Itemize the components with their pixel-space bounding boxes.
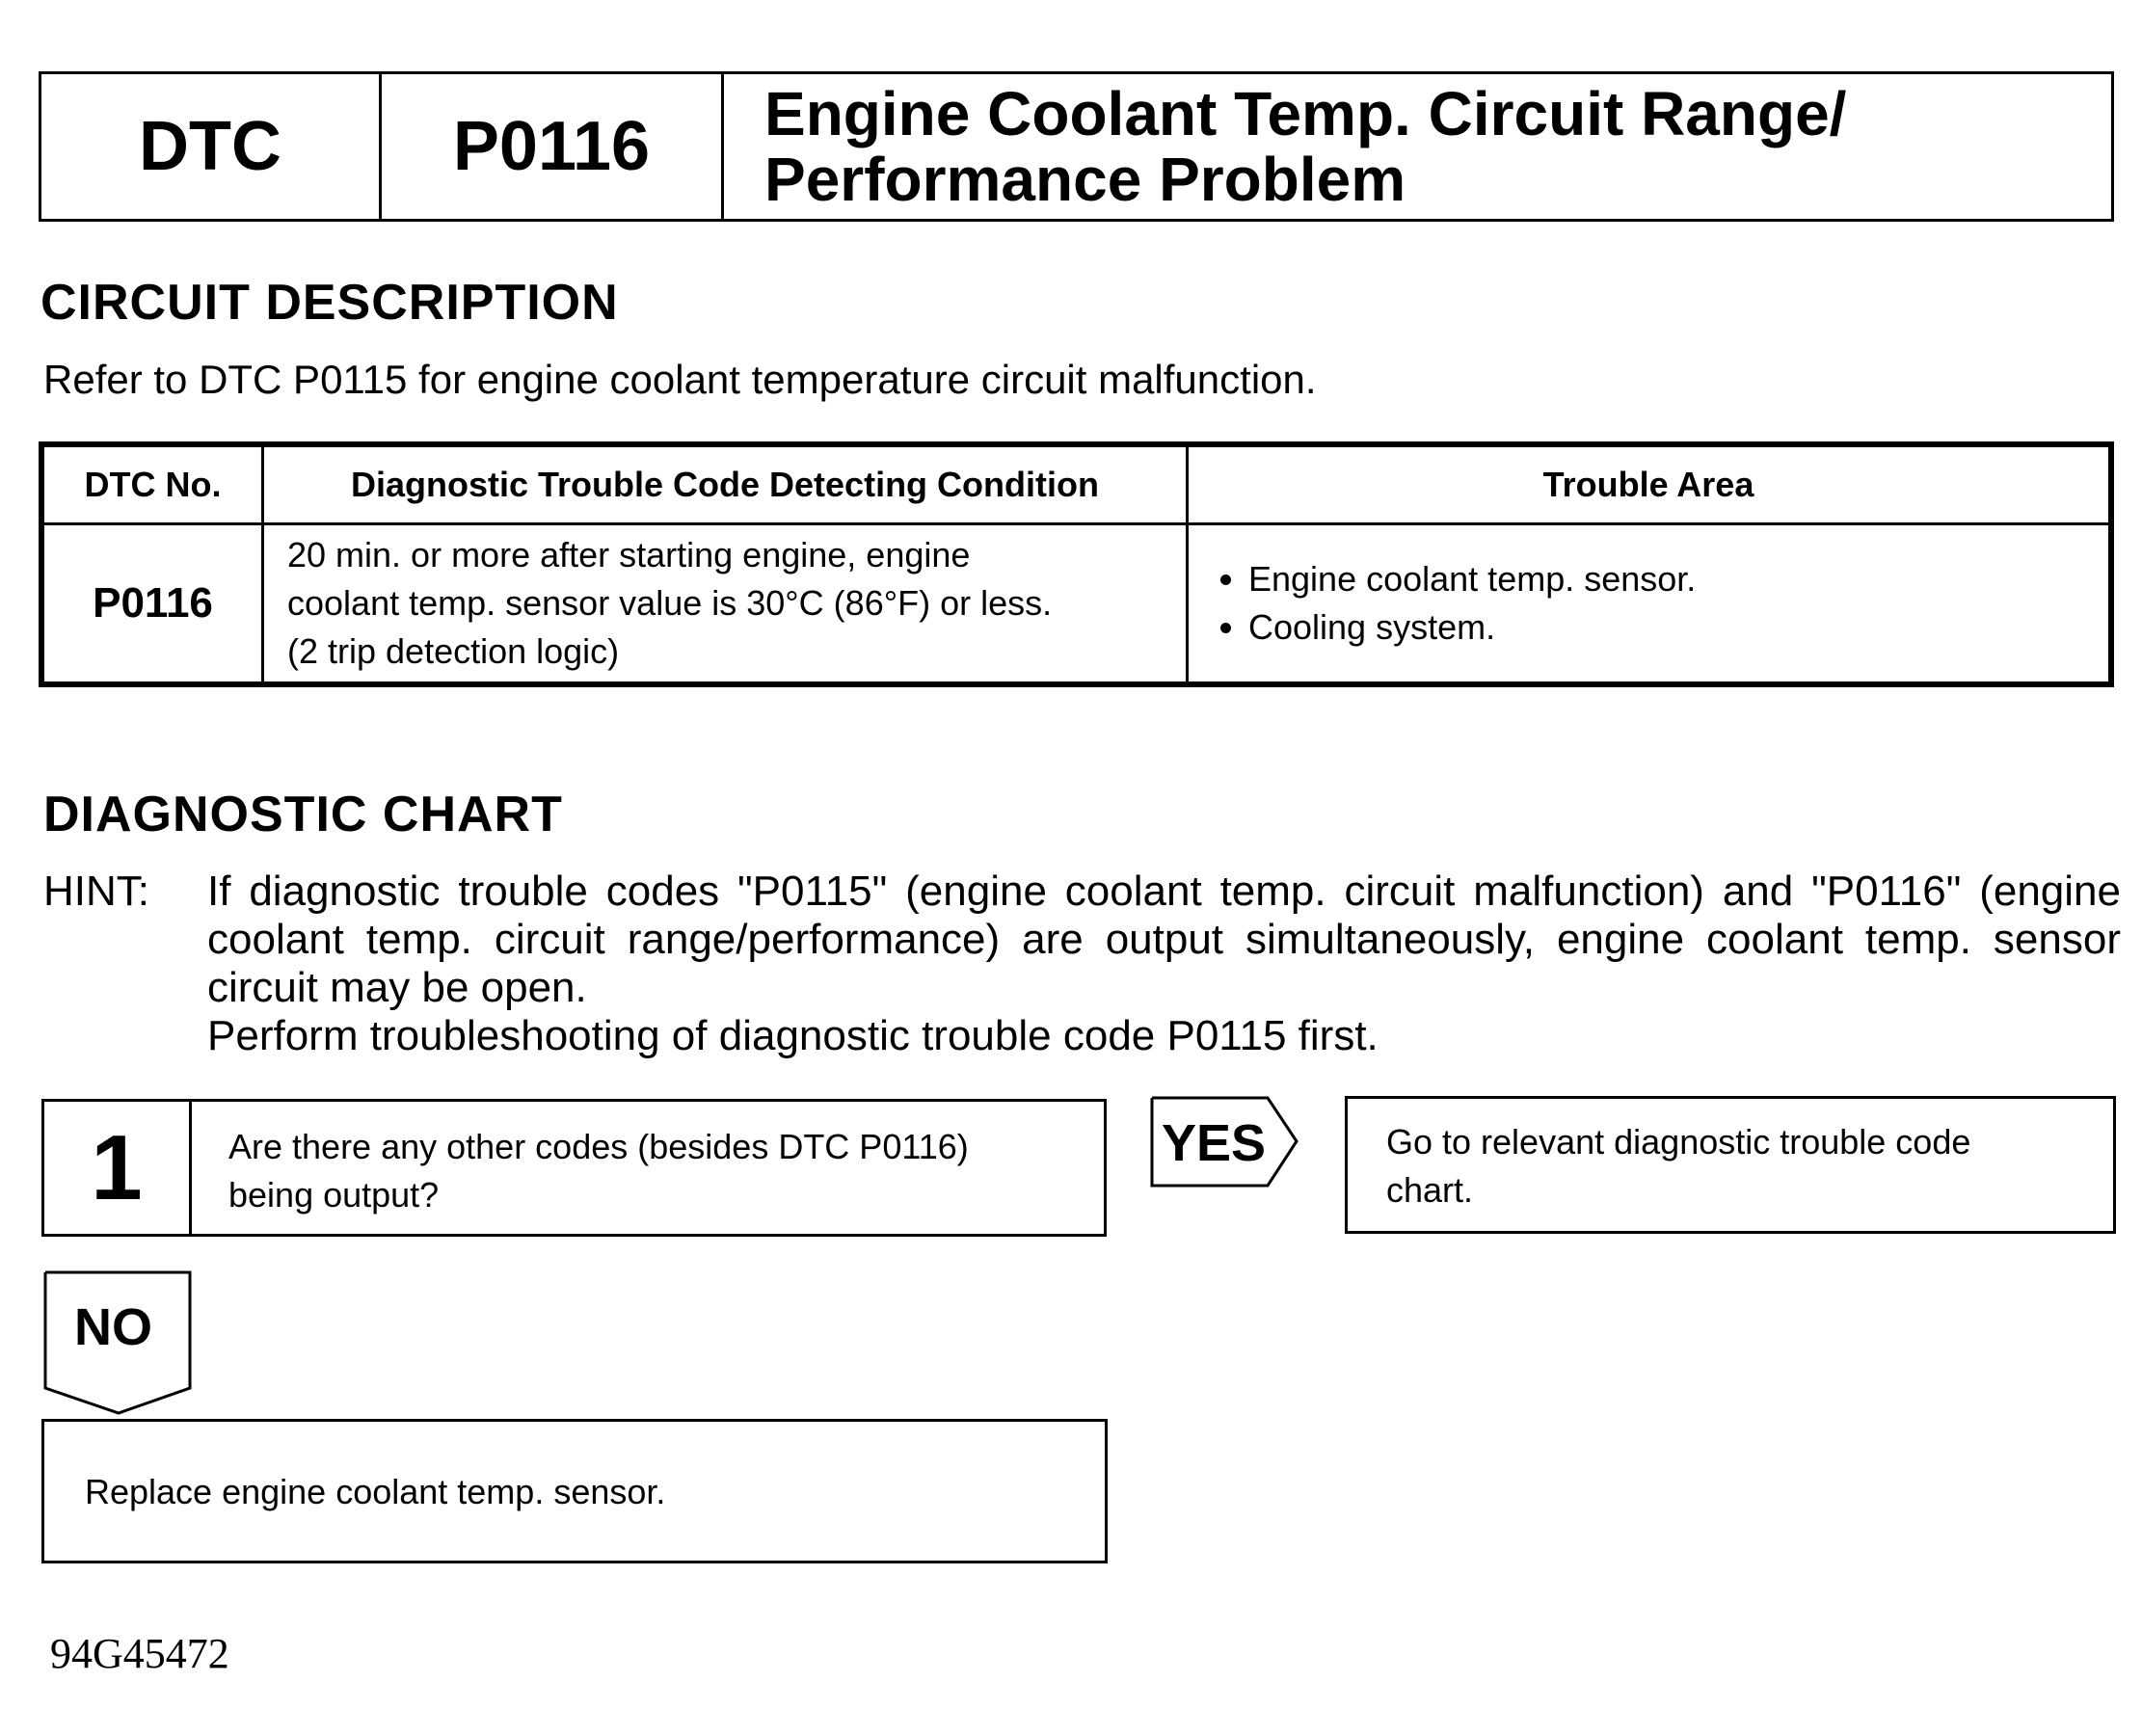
hint-text-second: Perform troubleshooting of diagnostic trouble code P0115 first. — [207, 1012, 1379, 1059]
step-question-line: Are there any other codes (besides DTC P0116) — [228, 1127, 969, 1166]
page-title — [724, 74, 2111, 219]
hint-block — [43, 868, 2121, 1060]
column-header-trouble-area: Trouble Area — [1188, 446, 2110, 524]
dtc-header-table — [39, 71, 2114, 222]
dtc-code-cell: P0116 — [43, 524, 263, 683]
table-header-row — [43, 446, 2110, 524]
yes-arrow — [1150, 1096, 1299, 1188]
yes-result-line: chart. — [1386, 1170, 1474, 1210]
step-question-line: being output? — [228, 1175, 440, 1215]
trouble-area-list — [1212, 555, 2107, 652]
table-row — [43, 524, 2110, 683]
title-line-1: Engine Coolant Temp. Circuit Range/ — [764, 79, 1847, 148]
figure-code: 94G45472 — [50, 1630, 229, 1677]
dtc-condition-table — [39, 441, 2114, 687]
yes-result-box — [1345, 1096, 2116, 1234]
hint-label: HINT: — [43, 868, 149, 915]
column-header-dtc-no: DTC No. — [43, 446, 263, 524]
circuit-description-text: Refer to DTC P0115 for engine coolant temperature circuit malfunction. — [43, 357, 1317, 402]
yes-result-line: Go to relevant diagnostic trouble code — [1386, 1122, 1971, 1162]
diagnostic-chart-heading: DIAGNOSTIC CHART — [43, 787, 563, 842]
condition-line: coolant temp. sensor value is 30°C (86°F) or less. — [287, 583, 1053, 623]
condition-cell — [263, 524, 1188, 683]
column-header-condition: Diagnostic Trouble Code Detecting Condition — [263, 446, 1188, 524]
list-item: • Cooling system. — [1248, 603, 2107, 652]
list-item: • Engine coolant temp. sensor. — [1248, 555, 2107, 603]
header-dtc-code: P0116 — [382, 74, 724, 219]
no-result-box — [41, 1419, 1108, 1563]
title-line-2: Performance Problem — [764, 145, 1406, 214]
no-arrow — [43, 1270, 193, 1415]
hint-body — [207, 868, 2121, 1060]
trouble-area-cell — [1188, 524, 2110, 683]
header-dtc-label: DTC — [41, 74, 382, 219]
step-number: 1 — [44, 1102, 192, 1234]
yes-label: YES — [1162, 1113, 1267, 1172]
step-question — [192, 1102, 1104, 1234]
no-result-text: Replace engine coolant temp. sensor. — [85, 1472, 666, 1511]
step-1-box — [41, 1099, 1107, 1237]
no-label: NO — [74, 1298, 152, 1356]
hint-text: If diagnostic trouble codes "P0115" (engine coolant temp. circuit malfunction) and "P0116" (engine coolant temp. circuit range/performance) are output simultaneously, engine coolant temp. sensor circuit may be open. — [207, 868, 2121, 1011]
circuit-description-heading: CIRCUIT DESCRIPTION — [40, 275, 619, 331]
condition-line: (2 trip detection logic) — [287, 631, 620, 671]
condition-line: 20 min. or more after starting engine, engine — [287, 535, 971, 574]
